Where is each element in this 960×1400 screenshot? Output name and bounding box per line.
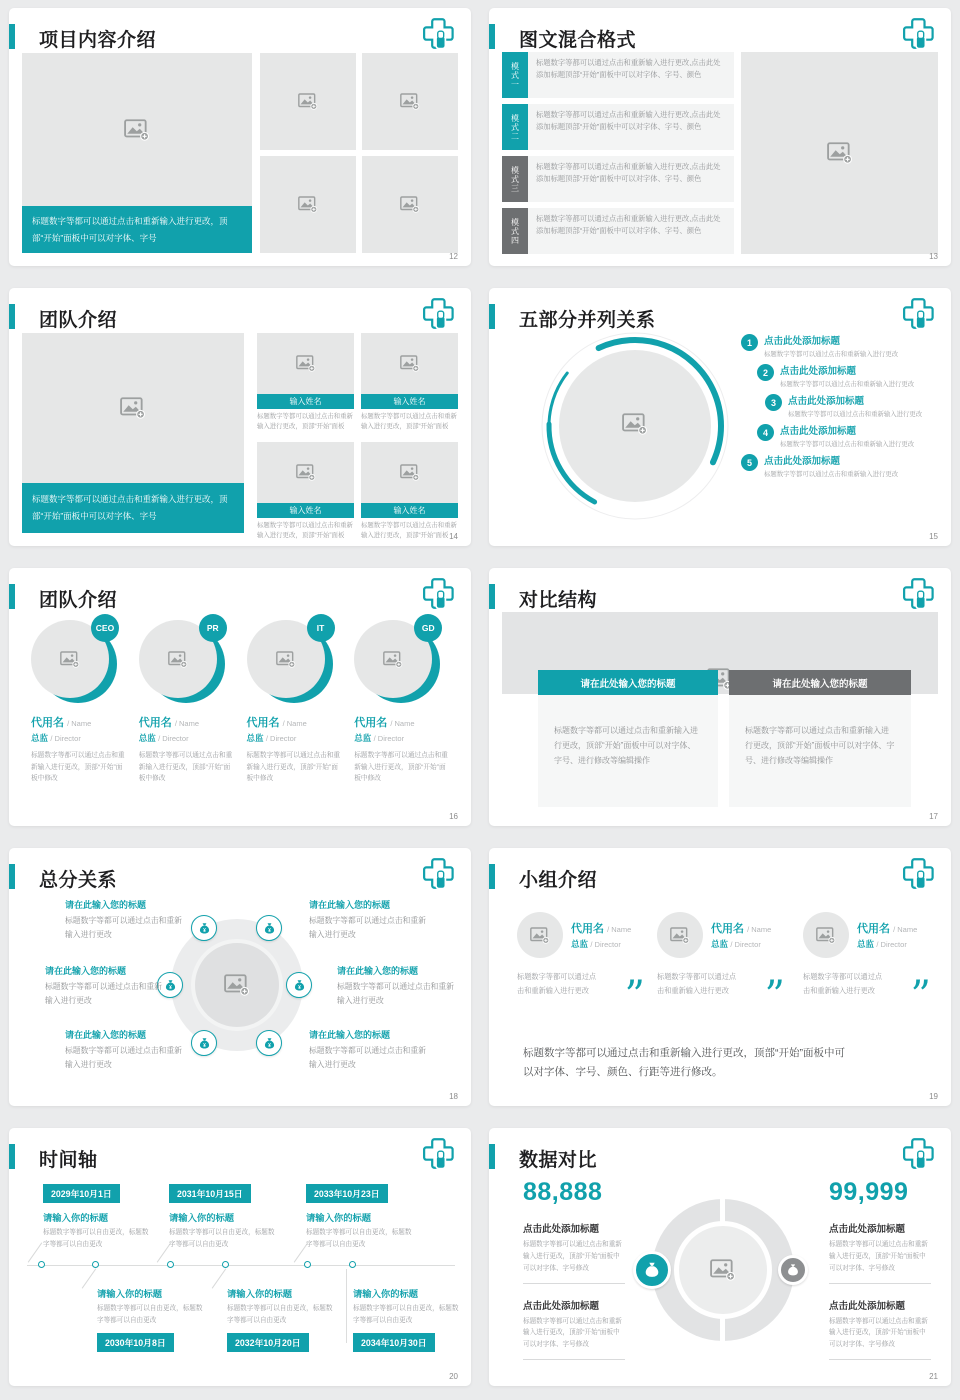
- cell-21: [480, 1120, 960, 1400]
- timeline-node: [92, 1261, 99, 1268]
- stat-column-left: [523, 1178, 625, 1360]
- member-text: 标题数字等都可以通过点击和重新输入进行更改，顶部“开始”面板中修改: [138, 752, 233, 783]
- member-role: 总监: [571, 939, 589, 949]
- item-heading: 点击此处添加标题: [780, 426, 857, 437]
- member-name-en: / Name: [390, 719, 415, 728]
- event-date: 2034年10月30日: [353, 1333, 435, 1352]
- timeline-connector: [212, 1268, 227, 1288]
- member-name-en: / Name: [607, 925, 632, 934]
- timeline-event-top: [306, 1184, 418, 1251]
- compare-header-right: 请在此处输入您的标题: [729, 670, 911, 695]
- member-role: 总监: [31, 733, 49, 743]
- spoke-text: 标题数字等都可以通过点击和重新输入进行更改: [337, 982, 454, 1006]
- item-text: 标题数字等都可以通过点击和重新输入进行更改: [780, 381, 915, 388]
- mode-label: 模式四: [502, 208, 528, 254]
- cell-17: [480, 560, 960, 840]
- image-add-icon: [670, 927, 690, 944]
- slide-15[interactable]: [489, 288, 951, 546]
- brand-logo-icon: [422, 17, 456, 53]
- image-caption: 标题数字等都可以通过点击和重新输入进行更改，顶部“开始”面板中可以对字体、字号: [22, 206, 252, 253]
- avatar: [803, 912, 849, 958]
- spoke-block: [65, 1028, 183, 1072]
- image-add-icon: [276, 651, 296, 668]
- member-role: 总监: [246, 733, 264, 743]
- item-number: 4: [757, 424, 774, 441]
- image-placeholder[interactable]: [362, 53, 458, 150]
- member-name-en: / Name: [67, 719, 92, 728]
- slide-title: 五部分并列关系: [519, 310, 656, 331]
- mode-row: [502, 156, 734, 202]
- member-name: 代用名: [857, 923, 890, 935]
- member-text: 标题数字等都可以通过点击和重新输入进行更改，顶部“开始”面板中修改: [354, 752, 448, 783]
- block-heading: 点击此处添加标题: [523, 1224, 600, 1235]
- member-text: 标题数字等都可以通过点击和重新输入进行更改: [803, 972, 883, 995]
- item-number: 1: [741, 334, 758, 351]
- slide-21[interactable]: [489, 1128, 951, 1386]
- cell-19: [480, 840, 960, 1120]
- event-date: 2032年10月20日: [227, 1333, 309, 1352]
- title-accent-bar: [9, 864, 15, 889]
- team-member: [354, 618, 449, 785]
- image-add-icon: [400, 196, 420, 213]
- spoke-text: 标题数字等都可以通过点击和重新输入进行更改: [309, 1046, 426, 1070]
- event-text: 标题数字等都可以自由更改，标题数字等都可以自由更改: [353, 1305, 459, 1324]
- team-member: [31, 618, 126, 785]
- image-add-icon: [298, 196, 318, 213]
- page-number: 12: [449, 252, 458, 261]
- member-role-en: / Director: [730, 940, 761, 949]
- member-name-en: / Name: [747, 925, 772, 934]
- name-input-button[interactable]: 输入姓名: [257, 503, 354, 518]
- title-accent-bar: [9, 304, 15, 329]
- block-heading: 点击此处添加标题: [829, 1224, 906, 1235]
- group-member: [803, 912, 931, 1019]
- page-number: 16: [449, 812, 458, 821]
- numbered-list: [741, 333, 943, 483]
- page-number: 13: [929, 252, 938, 261]
- brand-logo-icon: [422, 857, 456, 893]
- image-add-icon: [124, 119, 150, 141]
- image-add-icon: [120, 397, 146, 419]
- image-add-icon: [296, 355, 316, 372]
- title-accent-bar: [489, 304, 495, 329]
- avatar: [139, 618, 225, 706]
- compare-header-left: 请在此处输入您的标题: [538, 670, 718, 695]
- item-number: 5: [741, 454, 758, 471]
- slide-19[interactable]: [489, 848, 951, 1106]
- member-text: 标题数字等都可以通过点击和重新输入进行更改，顶部“开始”面板中修改: [31, 752, 125, 783]
- item-text: 标题数字等都可以通过点击和重新输入进行更改: [788, 411, 923, 418]
- member-card: [257, 333, 354, 433]
- member-card: [257, 442, 354, 542]
- image-add-icon: [530, 927, 550, 944]
- page-number: 21: [929, 1372, 938, 1381]
- group-member: [657, 912, 785, 1019]
- spoke-text: 标题数字等都可以通过点击和重新输入进行更改: [65, 916, 182, 940]
- cell-12: [0, 0, 480, 280]
- money-bag-icon: [256, 1030, 282, 1056]
- money-bag-icon: [633, 1251, 671, 1289]
- timeline-node: [167, 1261, 174, 1268]
- timeline-connector: [346, 1269, 347, 1343]
- mode-text: 标题数字等都可以通过点击和重新输入进行更改,点击此处添加标题顶部“开始”面板中可以对字体、字号、颜色: [528, 104, 734, 150]
- timeline-connector: [82, 1268, 97, 1288]
- slide-title: 团队介绍: [39, 590, 118, 611]
- money-bag-icon: [778, 1255, 808, 1285]
- event-heading: 请输入你的标题: [97, 1289, 163, 1299]
- brand-logo-icon: [902, 577, 936, 613]
- block-heading: 点击此处添加标题: [829, 1300, 906, 1312]
- image-add-icon: [816, 927, 836, 944]
- brand-logo-icon: [902, 17, 936, 53]
- slide-16[interactable]: [9, 568, 471, 826]
- event-date: 2029年10月1日: [43, 1184, 120, 1203]
- member-role: 总监: [354, 733, 372, 743]
- mode-rows: [502, 52, 734, 254]
- list-item: [757, 363, 943, 388]
- block-text: 标题数字等都可以通过点击和重新输入进行更改，顶部“开始”面板中可以对字体、字号修改: [829, 1317, 928, 1349]
- title-accent-bar: [489, 584, 495, 609]
- timeline-event-bottom: [97, 1286, 209, 1352]
- block-text: 标题数字等都可以通过点击和重新输入进行更改，顶部“开始”面板中可以对字体、字号修改: [523, 1317, 622, 1349]
- slide-20[interactable]: [9, 1128, 471, 1386]
- stat-block: [523, 1221, 625, 1284]
- member-card: [361, 333, 458, 433]
- stat-column-right: [829, 1178, 931, 1360]
- mode-label: 模式一: [502, 52, 528, 98]
- mode-row: [502, 104, 734, 150]
- role-badge: GD: [414, 614, 442, 642]
- event-heading: 请输入你的标题: [353, 1289, 419, 1299]
- event-heading: 请输入你的标题: [169, 1213, 235, 1223]
- timeline-node: [349, 1261, 356, 1268]
- thumbnail-grid: [260, 53, 458, 253]
- image-placeholder[interactable]: [260, 53, 356, 150]
- item-heading: 点击此处添加标题: [788, 396, 865, 407]
- stat-block: [829, 1221, 931, 1284]
- member-role-en: / Director: [265, 734, 297, 743]
- event-text: 标题数字等都可以自由更改，标题数字等都可以自由更改: [97, 1305, 203, 1324]
- image-caption: 标题数字等都可以通过点击和重新输入进行更改，顶部“开始”面板中可以对字体、字号: [22, 483, 244, 533]
- title-accent-bar: [9, 1144, 15, 1169]
- cell-14: [0, 280, 480, 560]
- event-text: 标题数字等都可以自由更改，标题数字等都可以自由更改: [43, 1229, 149, 1248]
- title-accent-bar: [489, 864, 495, 889]
- item-number: 3: [765, 394, 782, 411]
- page-number: 19: [929, 1092, 938, 1101]
- spoke-block: [65, 898, 183, 942]
- image-add-icon: [296, 464, 316, 481]
- image-add-icon: [827, 142, 853, 164]
- image-placeholder[interactable]: [741, 52, 938, 254]
- team-columns: [31, 618, 449, 785]
- spoke-heading: 请在此输入您的标题: [309, 900, 391, 910]
- cell-18: [0, 840, 480, 1120]
- slide-12[interactable]: [9, 8, 471, 266]
- event-heading: 请输入你的标题: [227, 1289, 293, 1299]
- image-placeholder[interactable]: [257, 442, 354, 503]
- team-member: [139, 618, 234, 785]
- event-heading: 请输入你的标题: [306, 1213, 372, 1223]
- slide-13[interactable]: [489, 8, 951, 266]
- member-name-en: / Name: [282, 719, 307, 728]
- brand-logo-icon: [422, 297, 456, 333]
- cell-13: [480, 0, 960, 280]
- image-add-icon: [400, 464, 420, 481]
- slide-title: 对比结构: [519, 590, 598, 611]
- list-item: [765, 393, 943, 418]
- cell-15: [480, 280, 960, 560]
- avatar: [657, 912, 703, 958]
- title-accent-bar: [489, 24, 495, 49]
- member-role-en: / Director: [50, 734, 81, 743]
- slide-title: 团队介绍: [39, 310, 118, 331]
- spoke-heading: 请在此输入您的标题: [309, 1030, 391, 1040]
- name-input-button[interactable]: 输入姓名: [257, 394, 354, 409]
- name-input-button[interactable]: 输入姓名: [361, 503, 458, 518]
- member-text: 标题数字等都可以通过点击和重新输入进行更改: [517, 972, 597, 995]
- member-name-en: / Name: [174, 719, 199, 728]
- donut-image-placeholder[interactable]: [674, 1221, 772, 1319]
- avatar: [354, 618, 440, 706]
- event-date: 2031年10月15日: [169, 1184, 251, 1203]
- member-name: 代用名: [354, 717, 388, 729]
- page-number: 20: [449, 1372, 458, 1381]
- image-placeholder[interactable]: [260, 156, 356, 253]
- timeline-node: [38, 1261, 45, 1268]
- spoke-block: [309, 1028, 427, 1072]
- brand-logo-icon: [422, 1137, 456, 1173]
- title-accent-bar: [489, 1144, 495, 1169]
- mode-label: 模式三: [502, 156, 528, 202]
- item-text: 标题数字等都可以通过点击和重新输入进行更改: [764, 351, 899, 358]
- item-number: 2: [757, 364, 774, 381]
- image-add-icon: [168, 651, 188, 668]
- timeline-connector: [28, 1242, 43, 1262]
- cell-16: [0, 560, 480, 840]
- image-placeholder[interactable]: [361, 442, 458, 503]
- avatar: [31, 618, 117, 706]
- timeline-event-top: [43, 1184, 155, 1251]
- spoke-heading: 请在此输入您的标题: [45, 966, 127, 976]
- footer-text: 标题数字等都可以通过点击和重新输入进行更改，顶部“开始”面板中可以对字体、字号、颜色、行距等进行修改。: [523, 1047, 845, 1079]
- member-role-en: / Director: [158, 734, 189, 743]
- list-item: [741, 333, 943, 358]
- member-name-en: / Name: [893, 925, 918, 934]
- member-role-en: / Director: [876, 940, 907, 949]
- image-add-icon: [224, 974, 250, 996]
- image-placeholder[interactable]: [361, 333, 458, 394]
- brand-logo-icon: [422, 577, 456, 613]
- member-card: [361, 442, 458, 542]
- quote-mark: ”: [764, 973, 785, 1019]
- mode-row: [502, 52, 734, 98]
- timeline-node: [222, 1261, 229, 1268]
- slide-18[interactable]: [9, 848, 471, 1106]
- quote-mark: ”: [624, 973, 645, 1019]
- member-text: 标题数字等都可以通过点击和重新输入进行更改，顶部“开始”面板: [361, 413, 457, 431]
- spoke-heading: 请在此输入您的标题: [337, 966, 419, 976]
- mode-label: 模式二: [502, 104, 528, 150]
- timeline-event-bottom: [227, 1286, 339, 1352]
- slide-17[interactable]: [489, 568, 951, 826]
- image-placeholder[interactable]: [362, 156, 458, 253]
- role-badge: PR: [199, 614, 227, 642]
- member-text: 标题数字等都可以通过点击和重新输入进行更改，顶部“开始”面板中修改: [246, 752, 341, 783]
- role-badge: IT: [307, 614, 335, 642]
- member-text: 标题数字等都可以通过点击和重新输入进行更改，顶部“开始”面板: [361, 521, 457, 539]
- image-add-icon: [298, 93, 318, 110]
- spoke-block: [309, 898, 427, 942]
- image-placeholder[interactable]: [22, 333, 244, 483]
- money-bag-icon: [286, 972, 312, 998]
- timeline-node: [304, 1261, 311, 1268]
- compare-body-left: 标题数字等都可以通过点击和重新输入进行更改，顶部“开始”面板中可以对字体、字号、进行修改等编辑操作: [538, 695, 718, 807]
- spoke-text: 标题数字等都可以通过点击和重新输入进行更改: [45, 982, 162, 1006]
- item-heading: 点击此处添加标题: [780, 366, 857, 377]
- member-name: 代用名: [138, 717, 172, 729]
- item-text: 标题数字等都可以通过点击和重新输入进行更改: [764, 471, 899, 478]
- image-add-icon: [710, 1259, 736, 1281]
- stat-value: 99,999: [829, 1178, 909, 1206]
- slide-title: 时间轴: [39, 1150, 98, 1171]
- mode-text: 标题数字等都可以通过点击和重新输入进行更改,点击此处添加标题顶部“开始”面板中可以对字体、字号、颜色: [528, 52, 734, 98]
- item-text: 标题数字等都可以通过点击和重新输入进行更改: [780, 441, 915, 448]
- money-bag-icon: [256, 915, 282, 941]
- image-placeholder[interactable]: [622, 413, 648, 440]
- member-role: 总监: [857, 939, 875, 949]
- event-heading: 请输入你的标题: [43, 1213, 109, 1223]
- stat-block: [829, 1298, 931, 1361]
- spoke-block: [45, 964, 163, 1008]
- image-add-icon: [383, 651, 403, 668]
- image-add-icon: [400, 355, 420, 372]
- spoke-block: [337, 964, 455, 1008]
- compare-body-right: 标题数字等都可以通过点击和重新输入进行更改，顶部“开始”面板中可以对字体、字号、进行修改等编辑操作: [729, 695, 911, 807]
- slide-14[interactable]: [9, 288, 471, 546]
- stat-value: 88,888: [523, 1178, 603, 1206]
- group-member: [517, 912, 645, 1019]
- member-name: 代用名: [31, 717, 64, 729]
- member-name: 代用名: [571, 923, 604, 935]
- block-heading: 点击此处添加标题: [523, 1300, 600, 1312]
- image-placeholder[interactable]: [257, 333, 354, 394]
- timeline-event-top: [169, 1184, 281, 1251]
- avatar: [517, 912, 563, 958]
- mode-text: 标题数字等都可以通过点击和重新输入进行更改,点击此处添加标题顶部“开始”面板中可以对字体、字号、颜色: [528, 208, 734, 254]
- stat-block: [523, 1298, 625, 1361]
- avatar: [247, 618, 333, 706]
- item-heading: 点击此处添加标题: [764, 336, 841, 347]
- spoke-text: 标题数字等都可以通过点击和重新输入进行更改: [65, 1046, 182, 1070]
- brand-logo-icon: [902, 1137, 936, 1173]
- member-text: 标题数字等都可以通过点击和重新输入进行更改，顶部“开始”面板: [257, 521, 353, 539]
- member-text: 标题数字等都可以通过点击和重新输入进行更改，顶部“开始”面板: [257, 413, 353, 431]
- event-date: 2030年10月8日: [97, 1333, 174, 1352]
- event-text: 标题数字等都可以自由更改，标题数字等都可以自由更改: [306, 1229, 412, 1248]
- member-role: 总监: [138, 733, 156, 743]
- spoke-heading: 请在此输入您的标题: [65, 900, 147, 910]
- timeline-event-bottom: [353, 1286, 465, 1352]
- page-number: 17: [929, 812, 938, 821]
- title-accent-bar: [9, 584, 15, 609]
- mode-row: [502, 208, 734, 254]
- member-text: 标题数字等都可以通过点击和重新输入进行更改: [657, 972, 737, 995]
- list-item: [757, 423, 943, 448]
- member-name: 代用名: [711, 923, 744, 935]
- image-add-icon: [622, 413, 648, 435]
- event-text: 标题数字等都可以自由更改，标题数字等都可以自由更改: [227, 1305, 333, 1324]
- image-placeholder[interactable]: [22, 53, 252, 206]
- member-name: 代用名: [246, 717, 280, 729]
- slide-title: 图文混合格式: [519, 30, 637, 51]
- hub-image-placeholder[interactable]: [191, 939, 283, 1031]
- mode-text: 标题数字等都可以通过点击和重新输入进行更改,点击此处添加标题顶部“开始”面板中可以对字体、字号、颜色: [528, 156, 734, 202]
- money-bag-icon: [191, 1030, 217, 1056]
- image-add-icon: [60, 651, 80, 668]
- member-role: 总监: [711, 939, 729, 949]
- slide-title: 总分关系: [39, 870, 118, 891]
- slide-title: 项目内容介绍: [39, 30, 157, 51]
- money-bag-icon: [191, 915, 217, 941]
- spoke-text: 标题数字等都可以通过点击和重新输入进行更改: [309, 916, 426, 940]
- name-input-button[interactable]: 输入姓名: [361, 394, 458, 409]
- slide-title: 数据对比: [519, 1150, 598, 1171]
- event-date: 2033年10月23日: [306, 1184, 388, 1203]
- team-member: [247, 618, 342, 785]
- block-text: 标题数字等都可以通过点击和重新输入进行更改，顶部“开始”面板中可以对字体、字号修改: [829, 1241, 928, 1272]
- page-number: 15: [929, 532, 938, 541]
- quote-mark: ”: [910, 973, 931, 1019]
- title-accent-bar: [9, 24, 15, 49]
- member-role-en: / Director: [373, 734, 405, 743]
- member-role-en: / Director: [590, 940, 621, 949]
- page-number: 18: [449, 1092, 458, 1101]
- spoke-heading: 请在此输入您的标题: [65, 1030, 147, 1040]
- block-text: 标题数字等都可以通过点击和重新输入进行更改，顶部“开始”面板中可以对字体、字号修改: [523, 1241, 622, 1272]
- item-heading: 点击此处添加标题: [764, 456, 841, 467]
- list-item: [741, 453, 943, 478]
- event-text: 标题数字等都可以自由更改，标题数字等都可以自由更改: [169, 1229, 275, 1248]
- page-number: 14: [449, 532, 458, 541]
- image-add-icon: [400, 93, 420, 110]
- cell-20: [0, 1120, 480, 1400]
- slide-title: 小组介绍: [519, 870, 598, 891]
- brand-logo-icon: [902, 297, 936, 333]
- member-cards: [257, 333, 458, 541]
- brand-logo-icon: [902, 857, 936, 893]
- role-badge: CEO: [91, 614, 119, 642]
